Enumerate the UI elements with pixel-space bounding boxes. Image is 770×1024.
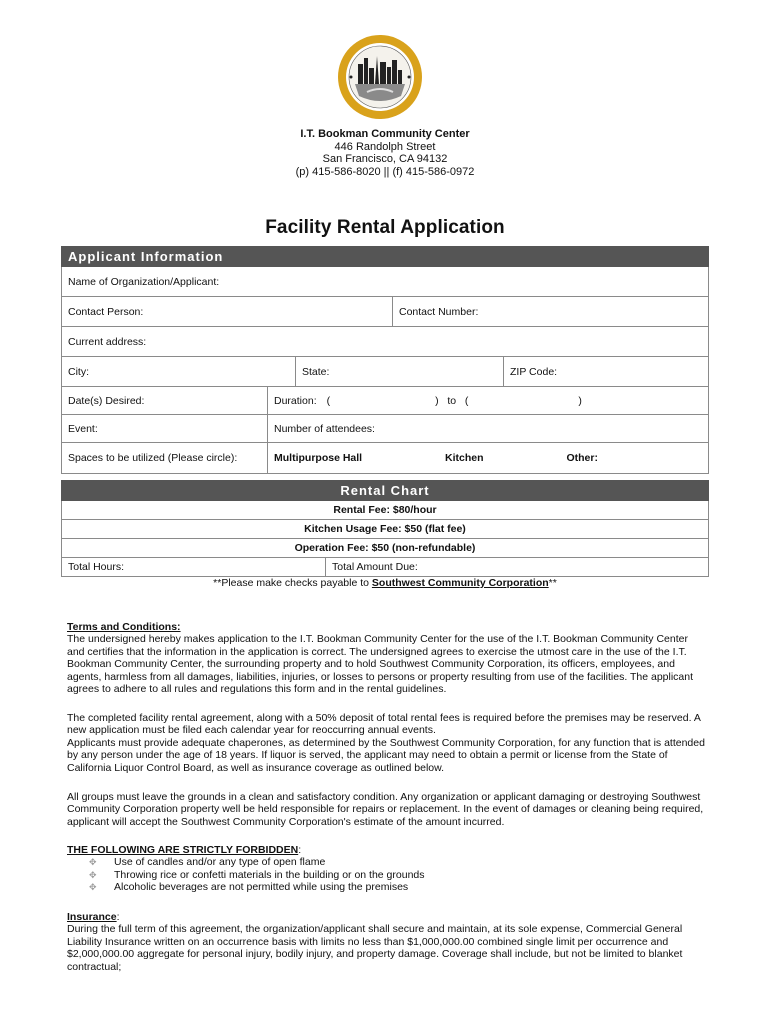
total-hours-label: Total Hours: bbox=[68, 561, 125, 573]
total-amount-due-label: Total Amount Due: bbox=[332, 561, 418, 573]
org-applicant-field[interactable] bbox=[62, 267, 708, 296]
contact-person-field[interactable] bbox=[62, 297, 392, 326]
space-option-other[interactable]: Other: bbox=[566, 452, 598, 464]
terms-heading: Terms and Conditions: bbox=[67, 621, 181, 633]
spaces-utilized-label: Spaces to be utilized (Please circle): bbox=[68, 452, 238, 464]
insurance-text: During the full term of this agreement, the organization/applicant shall secure and maintain, at its sole expense, Commercial General Liability Insurance written on an occurrence basis with limits no less than $1,000,000.00 combined single limit per occurrence and $2,000,000.00 aggregate for personal injury, bodily injury, and property damage. Coverage shall include, but not be limited to blanket contractual; bbox=[67, 923, 683, 973]
list-item: ✥ Throwing rice or confetti materials in the building or on the grounds bbox=[89, 868, 425, 881]
current-address-field[interactable] bbox=[62, 327, 708, 356]
bullet-icon: ✥ bbox=[89, 857, 97, 868]
applicant-section-header: Applicant Information bbox=[61, 246, 709, 267]
org-header bbox=[0, 128, 770, 178]
list-item: ✥ Use of candles and/or any type of open flame bbox=[89, 856, 326, 869]
list-item: ✥ Alcoholic beverages are not permitted while using the premises bbox=[89, 881, 409, 894]
zip-code-label: ZIP Code: bbox=[510, 365, 558, 378]
payee-name: Southwest Community Corporation bbox=[371, 577, 549, 589]
attendees-field[interactable] bbox=[267, 415, 708, 442]
forbidden-heading-colon: : bbox=[298, 844, 302, 856]
operation-fee: Operation Fee: $50 (non-refundable) bbox=[294, 542, 476, 554]
event-field[interactable] bbox=[62, 415, 267, 442]
terms-section bbox=[67, 621, 707, 695]
rental-fee: Rental Fee: $80/hour bbox=[333, 504, 437, 516]
bullet-icon: ✥ bbox=[89, 869, 97, 880]
org-applicant-label: Name of Organization/Applicant: bbox=[68, 275, 220, 288]
forbidden-list bbox=[67, 856, 707, 893]
insurance-heading-colon: : bbox=[116, 911, 120, 923]
total-hours-field[interactable] bbox=[62, 558, 325, 576]
contact-number-label: Contact Number: bbox=[399, 305, 479, 318]
community-center-seal-logo bbox=[337, 34, 423, 120]
terms-paragraph-2: The completed facility rental agreement, along with a 50% deposit of total rental fees is required before the premises may be reserved. A new application must be filed each calendar year for reoccurring annual events. bbox=[67, 712, 701, 737]
payment-notice-suffix: ** bbox=[548, 577, 557, 589]
attendees-label: Number of attendees: bbox=[274, 422, 375, 435]
contact-number-field[interactable] bbox=[392, 297, 708, 326]
payment-notice bbox=[0, 577, 770, 589]
current-address-label: Current address: bbox=[68, 335, 147, 348]
dates-desired-label: Date(s) Desired: bbox=[68, 394, 145, 407]
duration-label: Duration: bbox=[274, 394, 317, 407]
page-title: Facility Rental Application bbox=[265, 217, 505, 238]
dates-desired-field[interactable] bbox=[62, 387, 267, 414]
insurance-heading: Insurance bbox=[67, 911, 117, 923]
state-field[interactable] bbox=[295, 357, 503, 386]
deposit-section bbox=[67, 712, 707, 774]
org-contact-line: (p) 415-586-8020 || (f) 415-586-0972 bbox=[295, 165, 475, 178]
contact-person-label: Contact Person: bbox=[68, 305, 144, 318]
terms-paragraph-4: All groups must leave the grounds in a clean and satisfactory condition. Any organization or applicant damaging or destroying Southwest Community Corporation property well be held responsible for repairs or replacement. In the event of damages or cleaning being required, applicant will accept the Southwest Community Corporation's estimate of the amount incurred. bbox=[67, 791, 704, 828]
duration-close-paren: ) bbox=[578, 394, 582, 407]
city-field[interactable] bbox=[62, 357, 295, 386]
rental-application-form bbox=[61, 246, 709, 577]
terms-paragraph-3: Applicants must provide adequate chaperones, as determined by the Southwest Community Corporation, for any function that is attended by any person under the age of 18 years. If liquor is served, the applicant may need to obtain a permit or license from the State of California Liquor Control Board, as well as insurance coverage as outlined below. bbox=[67, 736, 705, 774]
total-amount-due-field[interactable] bbox=[325, 558, 708, 576]
forbidden-section bbox=[67, 844, 707, 894]
payment-notice-prefix: **Please make checks payable to bbox=[213, 577, 372, 589]
spaces-options bbox=[267, 443, 708, 473]
zip-code-field[interactable] bbox=[503, 357, 708, 386]
city-label: City: bbox=[68, 365, 89, 378]
org-name: I.T. Bookman Community Center bbox=[300, 128, 470, 140]
space-option-multipurpose-hall[interactable]: Multipurpose Hall bbox=[274, 452, 363, 464]
insurance-section bbox=[67, 911, 707, 973]
rental-chart-header: Rental Chart bbox=[61, 480, 709, 501]
space-option-kitchen[interactable]: Kitchen bbox=[445, 452, 484, 464]
kitchen-usage-fee: Kitchen Usage Fee: $50 (flat fee) bbox=[304, 523, 466, 535]
spaces-utilized-field bbox=[62, 443, 267, 473]
cleanup-section bbox=[67, 791, 707, 828]
state-label: State: bbox=[302, 365, 330, 378]
duration-open-paren: ( bbox=[326, 394, 331, 407]
org-address-line2: San Francisco, CA 94132 bbox=[322, 153, 448, 165]
org-address-line1: 446 Randolph Street bbox=[334, 140, 436, 153]
bullet-icon: ✥ bbox=[89, 882, 97, 893]
duration-to-separator: ) to ( bbox=[435, 394, 469, 407]
duration-field[interactable] bbox=[267, 387, 708, 414]
event-label: Event: bbox=[68, 422, 98, 435]
forbidden-heading: THE FOLLOWING ARE STRICTLY FORBIDDEN bbox=[67, 844, 299, 856]
terms-paragraph-1: The undersigned hereby makes application to the I.T. Bookman Community Center for the use of the I.T. Bookman Community Center and certifies that the information in the application is correct. The undersigned agrees to exercise the utmost care in the use of the I.T. Bookman Community Center, the surrounding property and to hold Southwest Community Corporation, its officers, employees, and agents, harmless from all damages, liabilities, injuries, or losses to persons or property resulting from use of the facilities. The applicant agrees to adhere to all rules and regulations this form and in the rental guidelines. bbox=[67, 633, 694, 696]
